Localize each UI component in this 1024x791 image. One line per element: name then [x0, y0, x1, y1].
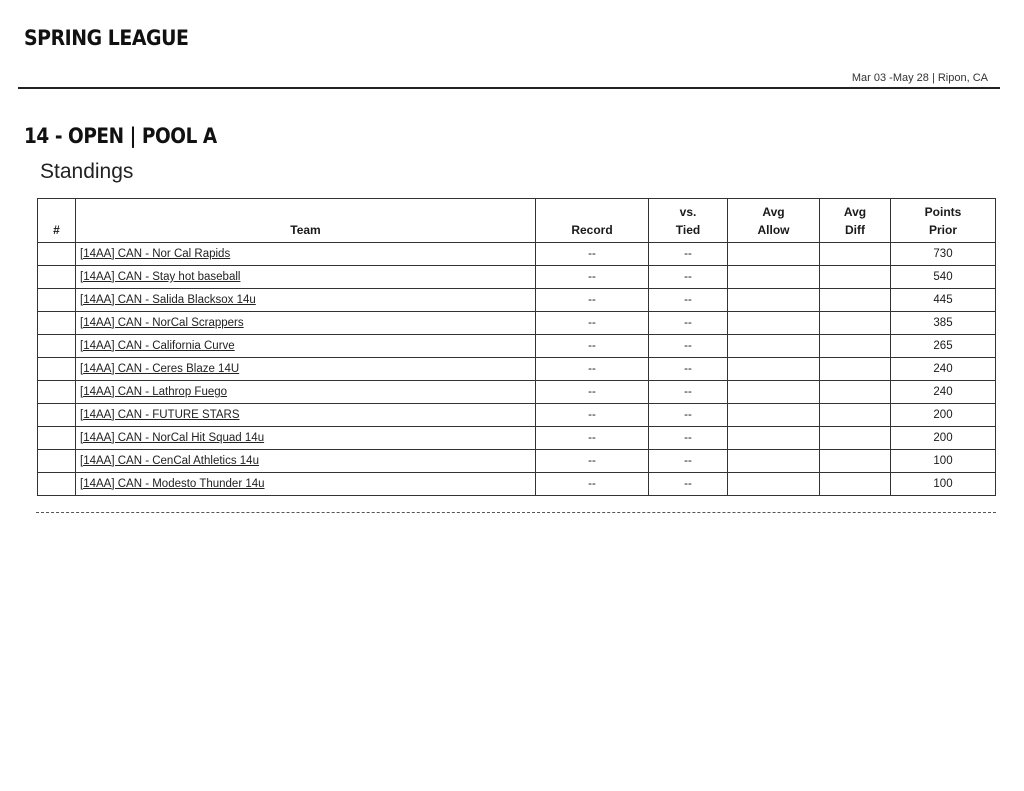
rank-cell: [38, 473, 76, 496]
team-link[interactable]: [14AA] CAN - Stay hot baseball: [80, 271, 241, 283]
points-prior-cell: 100: [891, 473, 996, 496]
standings-body: [38, 243, 996, 496]
vs-tied-cell: --: [649, 427, 728, 450]
team-link[interactable]: [14AA] CAN - NorCal Scrappers: [80, 317, 244, 329]
record-cell: --: [536, 427, 649, 450]
team-cell[interactable]: [76, 404, 536, 427]
rank-cell: [38, 243, 76, 266]
record-cell: --: [536, 381, 649, 404]
team-link[interactable]: [14AA] CAN - Ceres Blaze 14U: [80, 363, 240, 375]
avg-diff-cell: [820, 243, 891, 266]
avg-allow-cell: [728, 266, 820, 289]
table-row: [38, 404, 996, 427]
vs-tied-cell: --: [649, 243, 728, 266]
record-cell: --: [536, 312, 649, 335]
avg-allow-cell: [728, 404, 820, 427]
section-title: Standings: [40, 160, 134, 183]
table-row: [38, 243, 996, 266]
vs-tied-cell: --: [649, 473, 728, 496]
avg-diff-cell: [820, 473, 891, 496]
avg-diff-cell: [820, 266, 891, 289]
league-title: SPRING LEAGUE: [24, 26, 189, 50]
avg-allow-cell: [728, 243, 820, 266]
vs-tied-cell: --: [649, 289, 728, 312]
points-prior-cell: 240: [891, 381, 996, 404]
table-row: [38, 381, 996, 404]
avg-allow-cell: [728, 289, 820, 312]
avg-allow-cell: [728, 312, 820, 335]
points-prior-cell: 200: [891, 404, 996, 427]
column-header-avg-diff[interactable]: Avg Diff: [820, 199, 891, 243]
table-row: [38, 289, 996, 312]
avg-diff-cell: [820, 358, 891, 381]
avg-diff-cell: [820, 404, 891, 427]
record-cell: --: [536, 450, 649, 473]
table-row: [38, 312, 996, 335]
column-header-team[interactable]: Team: [76, 199, 536, 243]
team-link[interactable]: [14AA] CAN - CenCal Athletics 14u: [80, 455, 259, 467]
table-row: [38, 266, 996, 289]
avg-diff-cell: [820, 289, 891, 312]
vs-tied-cell: --: [649, 335, 728, 358]
points-prior-cell: 265: [891, 335, 996, 358]
table-header-row: [38, 199, 996, 243]
vs-tied-cell: --: [649, 358, 728, 381]
avg-allow-cell: [728, 427, 820, 450]
points-prior-cell: 540: [891, 266, 996, 289]
record-cell: --: [536, 473, 649, 496]
team-cell[interactable]: [76, 312, 536, 335]
avg-diff-cell: [820, 312, 891, 335]
rank-cell: [38, 358, 76, 381]
points-prior-cell: 200: [891, 427, 996, 450]
division-title: 14 - OPEN | POOL A: [24, 124, 217, 148]
team-cell[interactable]: [76, 381, 536, 404]
team-link[interactable]: [14AA] CAN - NorCal Hit Squad 14u: [80, 432, 265, 444]
avg-diff-cell: [820, 381, 891, 404]
team-link[interactable]: [14AA] CAN - Modesto Thunder 14u: [80, 478, 265, 490]
team-cell[interactable]: [76, 450, 536, 473]
team-cell[interactable]: [76, 335, 536, 358]
rank-cell: [38, 450, 76, 473]
team-link[interactable]: [14AA] CAN - Lathrop Fuego: [80, 386, 228, 398]
table-row: [38, 473, 996, 496]
avg-allow-cell: [728, 358, 820, 381]
vs-tied-cell: --: [649, 312, 728, 335]
rank-cell: [38, 381, 76, 404]
table-row: [38, 358, 996, 381]
column-header-rank: #: [38, 199, 76, 243]
column-header-avg-allow[interactable]: Avg Allow: [728, 199, 820, 243]
vs-tied-cell: --: [649, 404, 728, 427]
rank-cell: [38, 404, 76, 427]
avg-diff-cell: [820, 427, 891, 450]
avg-allow-cell: [728, 450, 820, 473]
avg-diff-cell: [820, 335, 891, 358]
column-header-vs-tied[interactable]: vs. Tied: [649, 199, 728, 243]
vs-tied-cell: --: [649, 266, 728, 289]
points-prior-cell: 445: [891, 289, 996, 312]
column-header-points-prior[interactable]: Points Prior: [891, 199, 996, 243]
record-cell: --: [536, 404, 649, 427]
record-cell: --: [536, 335, 649, 358]
table-row: [38, 450, 996, 473]
avg-diff-cell: [820, 450, 891, 473]
team-cell[interactable]: [76, 243, 536, 266]
team-cell[interactable]: [76, 427, 536, 450]
standings-table: [37, 198, 996, 496]
date-location: Mar 03 -May 28 | Ripon, CA: [851, 72, 988, 84]
points-prior-cell: 240: [891, 358, 996, 381]
team-cell[interactable]: [76, 473, 536, 496]
avg-allow-cell: [728, 473, 820, 496]
record-cell: --: [536, 266, 649, 289]
header-divider: [18, 87, 1000, 89]
avg-allow-cell: [728, 381, 820, 404]
rank-cell: [38, 427, 76, 450]
record-cell: --: [536, 289, 649, 312]
rank-cell: [38, 289, 76, 312]
rank-cell: [38, 335, 76, 358]
table-row: [38, 427, 996, 450]
avg-allow-cell: [728, 335, 820, 358]
column-header-record[interactable]: Record: [536, 199, 649, 243]
table-row: [38, 335, 996, 358]
team-cell[interactable]: [76, 358, 536, 381]
record-cell: --: [536, 358, 649, 381]
team-link[interactable]: [14AA] CAN - California Curve: [80, 340, 235, 352]
points-prior-cell: 730: [891, 243, 996, 266]
rank-cell: [38, 266, 76, 289]
vs-tied-cell: --: [649, 450, 728, 473]
record-cell: --: [536, 243, 649, 266]
bottom-divider: [36, 512, 996, 513]
team-link[interactable]: [14AA] CAN - FUTURE STARS: [80, 409, 240, 421]
team-link[interactable]: [14AA] CAN - Salida Blacksox 14u: [80, 294, 256, 306]
rank-cell: [38, 312, 76, 335]
team-link[interactable]: [14AA] CAN - Nor Cal Rapids: [80, 248, 231, 260]
vs-tied-cell: --: [649, 381, 728, 404]
team-cell[interactable]: [76, 266, 536, 289]
team-cell[interactable]: [76, 289, 536, 312]
points-prior-cell: 100: [891, 450, 996, 473]
points-prior-cell: 385: [891, 312, 996, 335]
